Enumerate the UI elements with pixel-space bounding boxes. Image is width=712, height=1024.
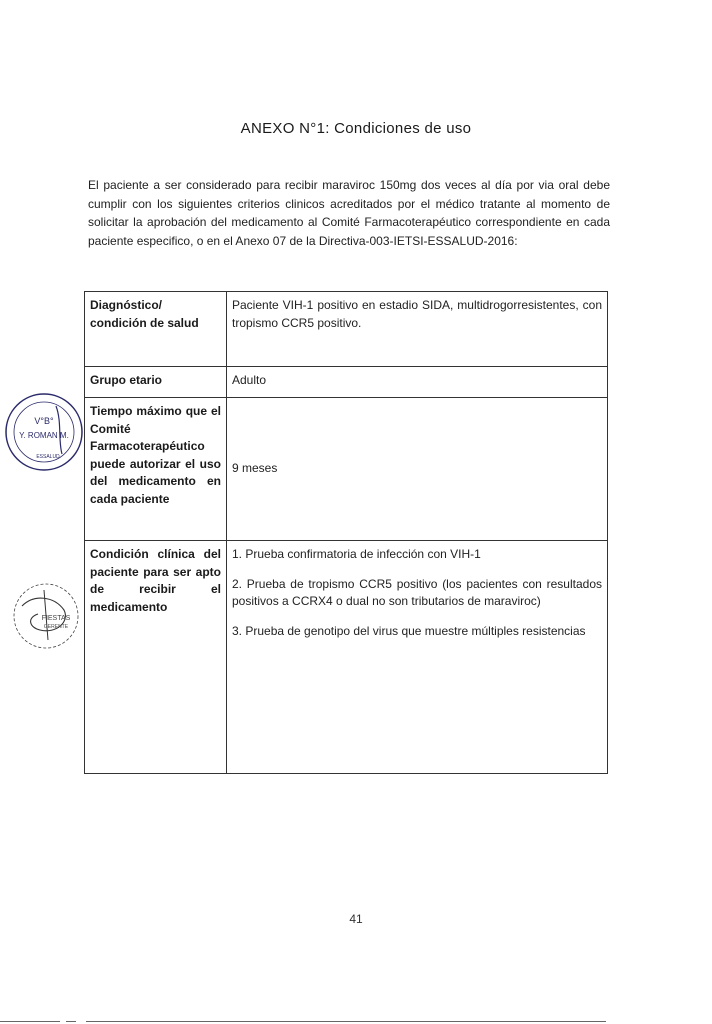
seal-vobo-text: V°B°: [34, 416, 54, 426]
row-label-tiempo-maximo: Tiempo máximo que el Comité Farmacoterapéutico puede autorizar el uso del medicamento en cada paciente: [85, 398, 227, 541]
row-label-grupo-etario: Grupo etario: [85, 367, 227, 398]
criterion-item: 2. Prueba de tropismo CCR5 positivo (los pacientes con resultados positivos a CCRX4 o dual no son tributarios de maraviroc): [232, 576, 602, 608]
intro-paragraph: El paciente a ser considerado para recibir maraviroc 150mg dos veces al día por via oral debe cumplir con los siguientes criterios clinicos acreditados por el médico tratante al momento de solicitar la aprobación del medicamento al Comité Farmacoterapéutico correspondiente en cada paciente especifico, o en el Anexo 07 de la Directiva-003-IETSI-ESSALUD-2016:: [88, 178, 610, 248]
row-value-grupo-etario: Adulto: [227, 367, 608, 398]
page-title: ANEXO N°1: Condiciones de uso: [240, 120, 472, 137]
table-row: [85, 367, 608, 398]
footer-rule: [0, 1021, 60, 1022]
footer-rule: [86, 1021, 606, 1022]
row-label-condicion-clinica: Condición clínica del paciente para ser apto de recibir el medicamento: [85, 541, 227, 774]
approval-seal: [0, 384, 88, 484]
table-row: [85, 541, 608, 774]
table-row: [85, 398, 608, 541]
signature-stroke: [56, 406, 62, 454]
footer-rule: [66, 1021, 76, 1022]
page-number: 41: [349, 912, 363, 926]
seal2-sub-text: GERENTE: [43, 624, 69, 630]
seal2-text: FIESTAS: [41, 615, 71, 622]
conditions-table: [84, 291, 608, 774]
criterion-item: 3. Prueba de genotipo del virus que muestre múltiples resistencias: [232, 623, 586, 638]
row-label-diagnostico: Diagnóstico/ condición de salud: [85, 292, 227, 367]
table-row: [85, 292, 608, 367]
row-value-diagnostico: Paciente VIH-1 positivo en estadio SIDA, multidrogorresistentes, con tropismo CCR5 positivo.: [227, 292, 608, 367]
row-value-condicion-clinica: [227, 541, 608, 774]
seal-bottom-text: ESSALUD: [36, 454, 60, 460]
row-value-tiempo-maximo: 9 meses: [227, 398, 608, 541]
signature-seal: [4, 570, 94, 660]
seal-name-text: Y. ROMAN M.: [19, 431, 69, 440]
criterion-item: 1. Prueba confirmatoria de infección con VIH-1: [232, 547, 481, 561]
